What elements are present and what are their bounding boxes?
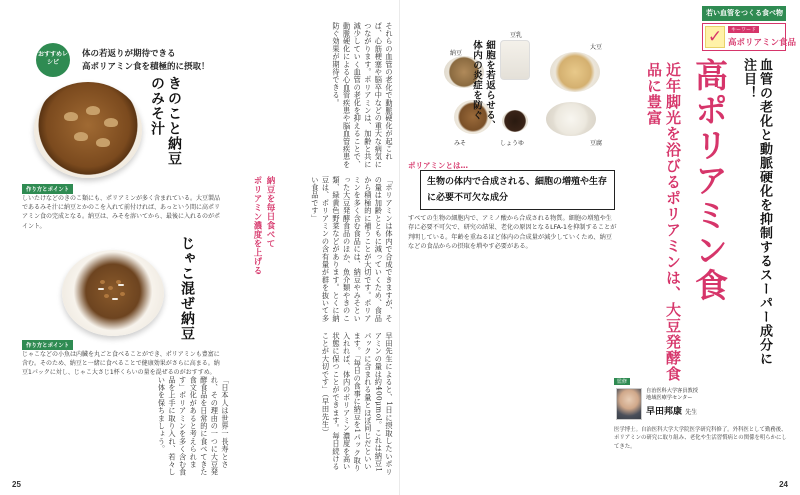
recipe2-point-tag: 作り方とポイント [22,340,73,350]
label-soy-milk: 豆乳 [510,32,523,39]
natto-photo [62,250,164,336]
checkmark-icon: ✓ [705,26,725,48]
miso-soup-photo [34,82,142,178]
supervisor-photo [616,388,642,420]
recipe1-point-tag: 作り方とポイント [22,184,73,194]
body-text-lower-1: 早田先生によると、1日に摂取したいポリアミンの量は約400μmol。これは納豆1パックに含まれる量とほぼ同じだといいます。「毎日の食事に納豆を1パック取り入れれば、体内のポリアミン濃度を高い状態に保つことができます。毎日続けることが大切です」（早田先生） [321,332,394,476]
recipe-panel [18,18,228,358]
page-number-right: 24 [779,480,788,489]
photo-catch-line2: 体内の炎症を防ぐ [471,40,482,120]
label-shoyu: しょうゆ [500,140,525,147]
recipe-intro-line1: 体の若返りが期待できる [82,49,176,59]
label-miso: みそ [454,140,467,147]
section-tab: 若い血管をつくる食べ物 [702,6,786,21]
main-title: 高ポリアミン食 [690,58,729,303]
body-text-lower-2: 「日本人は世界一長寿とされ、その理由の一つに大豆発酵食品を日常的に食べてきた食文化があると考えられます」ポリアミンを多く含む食品を上手に取り入れ、若々しい体を保ちましょう。 [157,376,230,477]
keyword-tag: キーワード [728,26,759,33]
recipe2-title: じゃこ混ぜ納豆 [179,236,195,341]
recipe1-point-text: しいたけなどのきのこ類にも、ポリアミンが多く含まれている。大豆製品であるみそ汁に納豆とかのこを入れて前付ければ、あっという間に高ポリアミン食の完成となる。納豆は、みそを溶いてから、最後に入れるのがポイント。 [22,195,221,230]
right-page [400,0,800,495]
question-box: 生物の体内で合成される、細胞の増殖や生存に必要不可欠な成分 [420,170,615,210]
keyword-box [702,23,797,51]
recipe1-title: きのこと納豆のみそ汁 [149,76,182,166]
recipe-intro-line2: 高ポリアミン食を積極的に摂取！ [82,62,210,72]
lead-text: 近年脚光を浴びるポリアミンは、大豆発酵食品に豊富 [645,62,682,382]
supervisor-affiliation: 自治医科大学客員教授 地域医療学センター [646,388,698,401]
label-natto: 納豆 [450,50,463,57]
intro-text: すべての生物の細胞内で、アミノ酸から合成される物質。細胞の増殖や生存に必要不可欠で、研究の結果、老化の原因となるLFA-1を抑制することが判明している。年齢を重ねるほど体内の合成量が減少していくため、納豆などの食品からの摂取を増やす必要がある。 [408,215,617,251]
recipe-intro [82,48,210,74]
body-text-upper-1: それらの血管の老化で動脈硬化が起これば、心筋梗塞や脳卒中などの重大な病気につながります。ポリアミンは、加齢と共に減少していく血管の老化を抑えることで、動脈硬化による心血管疾患や脳血管疾患を防ぐ効果が期待できる。 [332,22,394,169]
label-soybean: 大豆 [590,44,603,51]
page-number-left: 25 [12,480,21,489]
question-label: ポリアミンとは… [408,161,468,170]
section-heading: 納豆を毎日食べて ポリアミン濃度を上げる [252,176,275,275]
supervisor-bio: 医学博士。自治医科大学大学院医学研究科修了。外科医として勤務後、ポリアミンの研究に取り組み、老化や生活習慣病との関係を明らかにしてきた。 [614,427,787,450]
body-text-upper-2: 「ポリアミンは体内で合成できますが、その量は加齢とともに減っていくため、食品から積極的に補うことが大切です。ポリアミンを多く含む食品には、納豆やみそといった大豆発酵食品のほか、魚介類やきのこ類、緑黄色野菜などがあります。とくに納豆は、ポリアミンの含有量が群を抜いて多い食品です」 [310,176,394,323]
recipe-badge: おすすめレシピ [36,43,70,77]
label-tofu: 豆腐 [590,140,603,147]
photo-catch-line1: 細胞を若返らせる、 [484,40,495,130]
supervisor-name: 早田邦康 先生 [646,407,698,417]
soy-foods-photo [440,26,610,158]
recipe2-point-text: じゃこなどの小魚は内臓を丸ごと食べることができ、ポリアミンも豊富に含む。そのため、納豆と一緒に食べることで健康効果がさらに高まる。納豆1パックに対し、じゃこ大さじ1杯くらいの量を混ぜるのがおすすめ。 [22,351,220,377]
photo-catch [470,40,496,140]
subheadline: 血管の老化と動脈硬化を抑制するスーパー成分に注目！ [741,58,772,366]
keyword-name: 高ポリアミン食品 [728,38,797,48]
supervisor-tag: 監修 [614,378,630,385]
